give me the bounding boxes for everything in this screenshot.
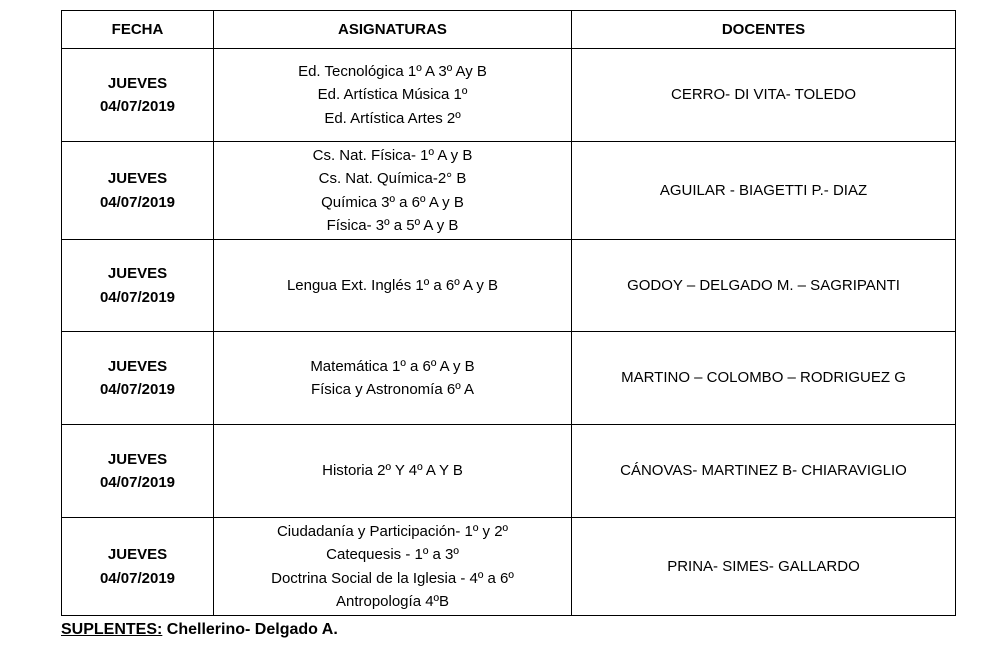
subject-line: Ed. Artística Música 1º — [317, 86, 468, 104]
subjects-cell — [214, 518, 572, 616]
subjects-cell — [214, 240, 572, 332]
date-label: 04/07/2019 — [99, 569, 176, 587]
date-cell — [62, 425, 214, 518]
subject-line: Lengua Ext. Inglés 1º a 6º A y B — [286, 276, 499, 294]
date-cell — [62, 518, 214, 616]
teachers-cell: CERRO- DI VITA- TOLEDO — [572, 49, 956, 142]
date-cell — [62, 332, 214, 425]
subjects-cell — [214, 142, 572, 240]
date-label: 04/07/2019 — [99, 288, 176, 306]
teachers-cell: CÁNOVAS- MARTINEZ B- CHIARAVIGLIO — [572, 425, 956, 518]
subject-line: Historia 2º Y 4º A Y B — [322, 462, 463, 480]
subject-line: Ed. Tecnológica 1º A 3º Ay B — [298, 62, 487, 80]
header-docentes: DOCENTES — [572, 11, 956, 49]
day-label: JUEVES — [107, 265, 168, 282]
header-fecha: FECHA — [62, 11, 214, 49]
table-row — [62, 240, 956, 332]
subject-line: Física y Astronomía 6º A — [310, 381, 475, 398]
day-label: JUEVES — [107, 546, 168, 563]
header-row — [62, 11, 956, 49]
date-label: 04/07/2019 — [99, 193, 176, 211]
day-label: JUEVES — [107, 450, 168, 468]
subjects-cell — [214, 49, 572, 142]
date-cell — [62, 49, 214, 142]
subject-line: Matemática 1º a 6º A y B — [310, 357, 475, 375]
subject-line: Cs. Nat. Física- 1º A y B — [312, 146, 473, 164]
subject-line: Catequesis - 1º a 3º — [326, 546, 459, 563]
schedule-table — [61, 10, 956, 616]
subject-line: Cs. Nat. Química-2° B — [318, 170, 467, 187]
substitutes-note — [61, 621, 338, 639]
teachers-cell: PRINA- SIMES- GALLARDO — [572, 518, 956, 616]
subject-line: Química 3º a 6º A y B — [321, 193, 464, 211]
table-row — [62, 142, 956, 240]
exam-schedule — [61, 10, 955, 616]
date-cell — [62, 142, 214, 240]
subject-line: Física- 3º a 5º A y B — [326, 217, 459, 234]
subjects-cell — [214, 332, 572, 425]
day-label: JUEVES — [107, 170, 168, 187]
date-cell — [62, 240, 214, 332]
substitutes-names: Chellerino- Delgado A. — [162, 621, 338, 638]
table-row — [62, 518, 956, 616]
subject-line: Doctrina Social de la Iglesia - 4º a 6º — [271, 569, 514, 587]
date-label: 04/07/2019 — [99, 98, 176, 115]
date-label: 04/07/2019 — [99, 474, 176, 491]
table-row — [62, 425, 956, 518]
day-label: JUEVES — [107, 357, 168, 375]
subject-line: Ed. Artística Artes 2º — [324, 109, 461, 127]
teachers-cell: MARTINO – COLOMBO – RODRIGUEZ G — [572, 332, 956, 425]
teachers-cell: AGUILAR - BIAGETTI P.- DIAZ — [572, 142, 956, 240]
day-label: JUEVES — [107, 74, 168, 92]
subjects-cell — [214, 425, 572, 518]
table-row — [62, 49, 956, 142]
substitutes-label: SUPLENTES: — [61, 621, 163, 638]
date-label: 04/07/2019 — [99, 381, 176, 398]
subject-line: Ciudadanía y Participación- 1º y 2º — [276, 522, 509, 540]
subject-line: Antropología 4ºB — [335, 593, 450, 610]
table-row — [62, 332, 956, 425]
header-asignaturas: ASIGNATURAS — [214, 11, 572, 49]
teachers-cell: GODOY – DELGADO M. – SAGRIPANTI — [572, 240, 956, 332]
